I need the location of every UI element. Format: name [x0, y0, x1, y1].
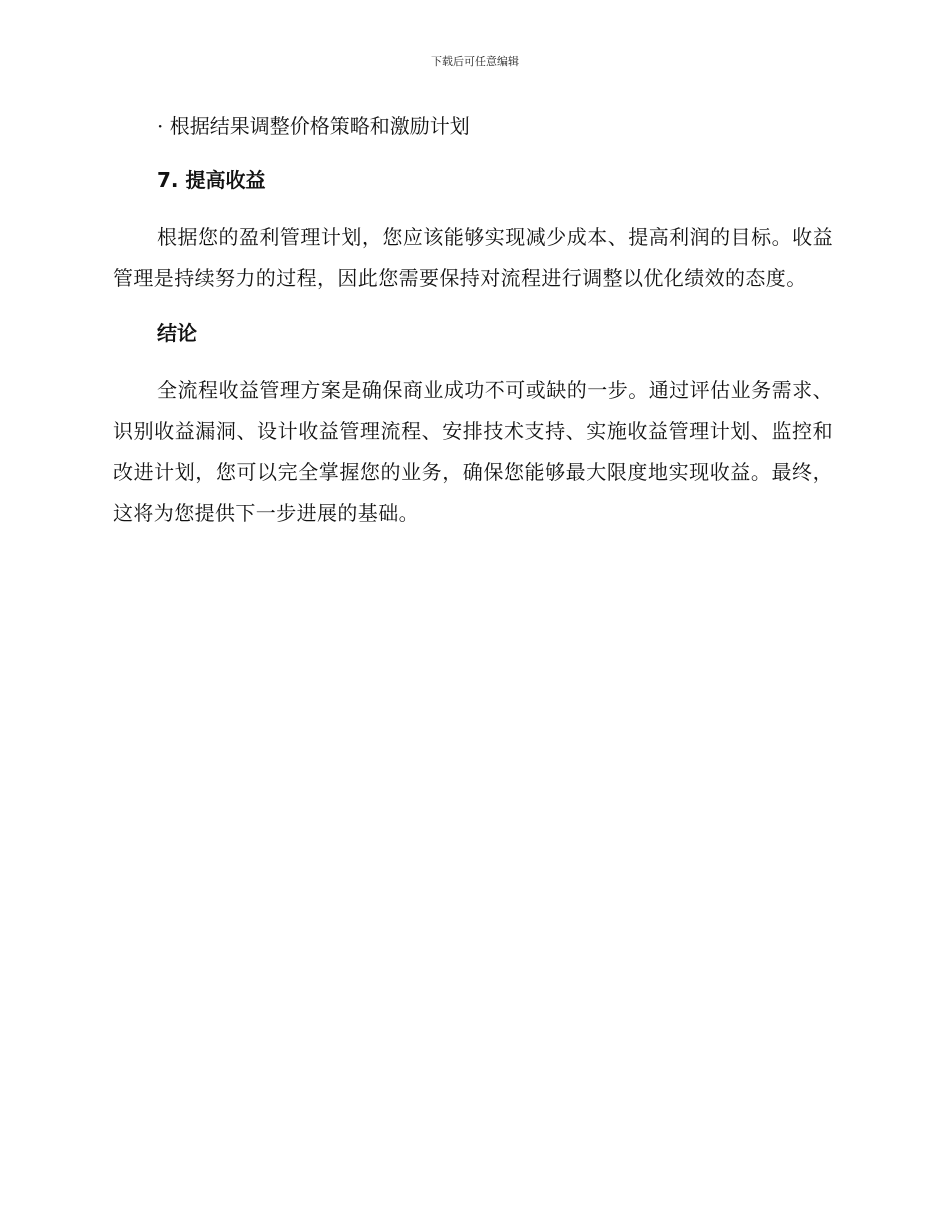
section-7-paragraph: 根据您的盈利管理计划，您应该能够实现减少成本、提高利润的目标。收益管理是持续努力的过程，因此您需要保持对流程进行调整以优化绩效的态度。 — [113, 225, 833, 290]
bullet-item: · 根据结果调整价格策略和激励计划 — [157, 114, 470, 138]
page-header: 下载后可任意编辑 — [431, 55, 519, 68]
conclusion-heading: 结论 — [157, 321, 197, 345]
conclusion-paragraph: 全流程收益管理方案是确保商业成功不可或缺的一步。通过评估业务需求、识别收益漏洞、设计收益管理流程、安排技术支持、实施收益管理计划、监控和改进计划，您可以完全掌握您的业务，确保您能够最大限度地实现收益。最终，这将为您提供下一步进展的基础。 — [113, 378, 833, 525]
document-body — [113, 110, 833, 534]
section-heading-7: 7. 提高收益 — [157, 168, 266, 192]
